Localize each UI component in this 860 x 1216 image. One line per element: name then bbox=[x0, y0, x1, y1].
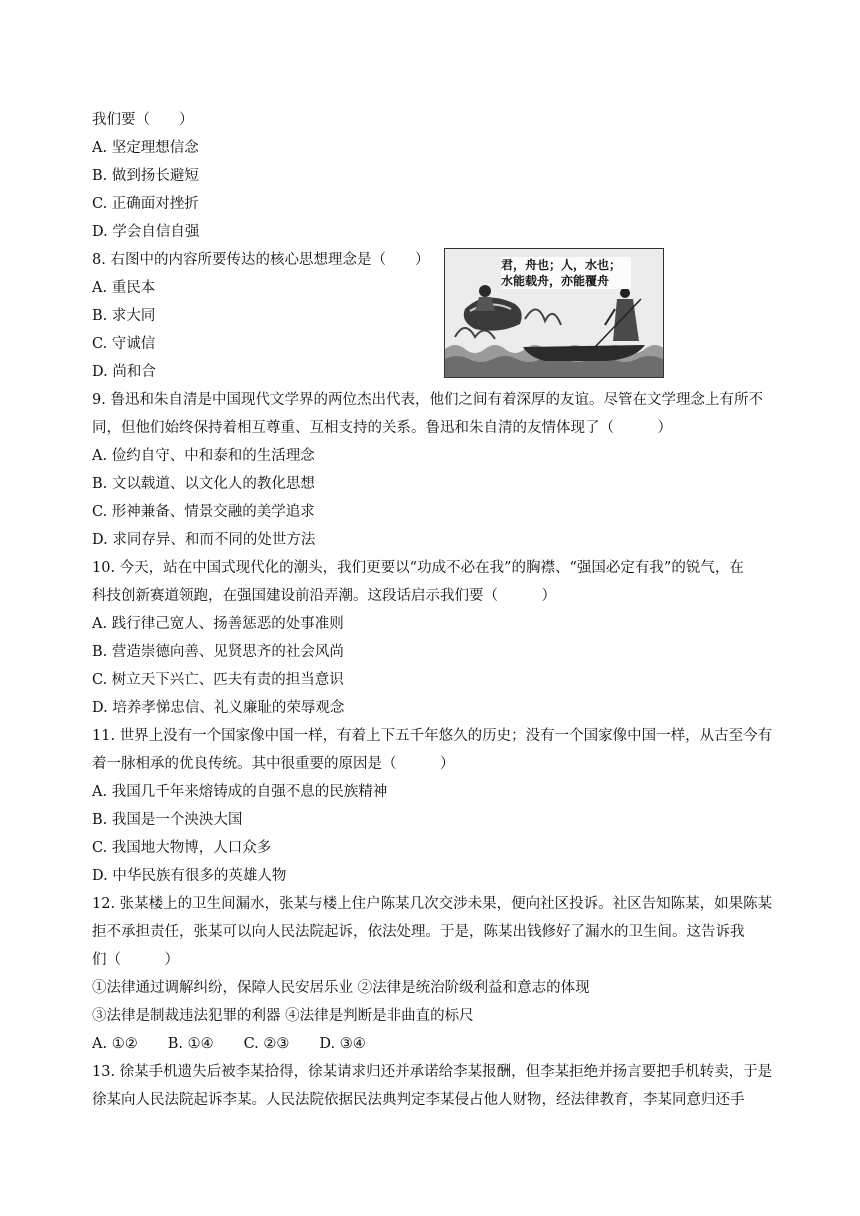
question-line: 12. 张某楼上的卫生间漏水，张某与楼上住户陈某几次交涉未果，便向社区投诉。社区告知陈某，如果陈某 bbox=[92, 896, 773, 912]
figure-caption-line-1: 君，舟也；人，水也； bbox=[501, 258, 622, 272]
answer-option: A. 重民本 bbox=[92, 280, 156, 296]
text-line: 我们要（ ） bbox=[92, 112, 194, 128]
text-line: 着一脉相承的优良传统。其中很重要的原因是（ ） bbox=[92, 756, 455, 772]
answer-option: C. 守诚信 bbox=[92, 336, 156, 352]
answer-option: C. 树立天下兴亡、匹夫有责的担当意识 bbox=[92, 672, 344, 688]
document-body bbox=[92, 106, 782, 1114]
answer-option: D. 学会自信自强 bbox=[92, 224, 200, 240]
boat-illustration-figure bbox=[444, 248, 664, 378]
text-line: 们（ ） bbox=[92, 952, 179, 968]
answer-option: D. 培养孝悌忠信、礼义廉耻的荣辱观念 bbox=[92, 700, 345, 716]
answer-option: B. 做到扬长避短 bbox=[92, 168, 199, 184]
answer-option: D. ③④ bbox=[319, 1036, 366, 1052]
answer-option: D. 中华民族有很多的英雄人物 bbox=[92, 868, 287, 884]
text-line: 同，但他们始终保持着相互尊重、互相支持的关系。鲁迅和朱自清的友情体现了（ ） bbox=[92, 420, 672, 436]
answer-option: B. 我国是一个泱泱大国 bbox=[92, 812, 243, 828]
answer-option: A. 践行律己宽人、扬善惩恶的处事准则 bbox=[92, 616, 344, 632]
answer-option: D. 求同存异、和而不同的处世方法 bbox=[92, 532, 316, 548]
answer-option: A. 坚定理想信念 bbox=[92, 140, 199, 156]
answer-option: D. 尚和合 bbox=[92, 364, 156, 380]
answer-option: C. 形神兼备、情景交融的美学追求 bbox=[92, 504, 315, 520]
text-line: ③法律是制裁违法犯罪的利器 ④法律是判断是非曲直的标尺 bbox=[92, 1008, 474, 1024]
question-line: 10. 今天，站在中国式现代化的潮头，我们更要以“功成不必在我”的胸襟、“强国必定有我”的锐气，在 bbox=[92, 560, 744, 576]
figure-caption-line-2: 水能载舟，亦能覆舟 bbox=[501, 274, 610, 288]
answer-option: A. 我国几千年来熔铸成的自强不息的民族精神 bbox=[92, 784, 388, 800]
answer-option: C. 我国地大物博，人口众多 bbox=[92, 840, 272, 856]
question-line: 9. 鲁迅和朱自清是中国现代文学界的两位杰出代表，他们之间有着深厚的友谊。尽管在文学理念上有所不 bbox=[92, 392, 763, 408]
text-line: 拒不承担责任，张某可以向人民法院起诉，依法处理。于是，陈某出钱修好了漏水的卫生间。这告诉我 bbox=[92, 924, 745, 940]
answer-option: B. 文以载道、以文化人的教化思想 bbox=[92, 476, 315, 492]
answer-option: B. 求大同 bbox=[92, 308, 156, 324]
answer-option: B. ①④ bbox=[167, 1036, 214, 1052]
answer-option: A. ①② bbox=[92, 1036, 138, 1052]
text-line: 徐某向人民法院起诉李某。人民法院依据民法典判定李某侵占他人财物，经法律教育，李某同意归还手 bbox=[92, 1092, 745, 1108]
answer-option: C. ②③ bbox=[243, 1036, 290, 1052]
answer-option: B. 营造崇德向善、见贤思齐的社会风尚 bbox=[92, 644, 344, 660]
question-line: 13. 徐某手机遗失后被李某拾得，徐某请求归还并承诺给李某报酬，但李某拒绝并扬言要把手机转卖，于是 bbox=[92, 1064, 773, 1080]
text-line: ①法律通过调解纠纷，保障人民安居乐业 ②法律是统治阶级利益和意志的体现 bbox=[92, 980, 590, 996]
question-line: 8. 右图中的内容所要传达的核心思想理念是（ ） bbox=[92, 252, 430, 268]
inline-options bbox=[92, 1030, 782, 1058]
figure-caption bbox=[501, 257, 631, 289]
text-line: 科技创新赛道领跑，在强国建设前沿弄潮。这段话启示我们要（ ） bbox=[92, 588, 556, 604]
answer-option: C. 正确面对挫折 bbox=[92, 196, 199, 212]
answer-option: A. 俭约自守、中和泰和的生活理念 bbox=[92, 448, 315, 464]
question-line: 11. 世界上没有一个国家像中国一样，有着上下五千年悠久的历史；没有一个国家像中国一样，从古至今有 bbox=[92, 728, 773, 744]
